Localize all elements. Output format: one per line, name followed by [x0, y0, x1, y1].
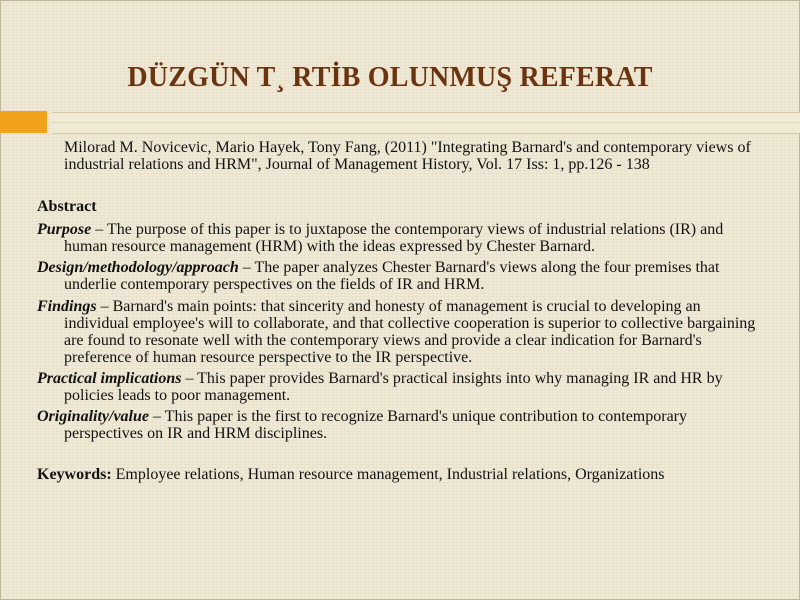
slide-body: [37, 139, 757, 483]
keywords-label: Keywords:: [37, 466, 112, 483]
keywords: [37, 466, 757, 483]
abstract-findings: [37, 298, 757, 366]
accent-square: [0, 111, 47, 133]
abstract-purpose: [37, 221, 757, 255]
abstract-heading: Abstract: [37, 198, 97, 215]
findings-label: Findings: [37, 298, 97, 315]
abstract-originality: [37, 408, 757, 442]
abstract-design: [37, 259, 757, 293]
slide-title: DÜZGÜN T¸ RTİB OLUNMUŞ REFERAT: [127, 62, 653, 93]
purpose-text: – The purpose of this paper is to juxtapose the contemporary views of industrial relations (IR) and human resource management (HRM) with the ideas expressed by Chester Barnard.: [64, 221, 724, 255]
citation: Milorad M. Novicevic, Mario Hayek, Tony Fang, (2011) "Integrating Barnard's and contemporary views of industrial relations and HRM", Journal of Management History, Vol. 17 Iss: 1, pp.126 - 138: [64, 139, 751, 173]
findings-text: – Barnard's main points: that sincerity and honesty of management is crucial to developing an individual employee's will to collaborate, and that collective cooperation is superior to collective bargaining are found to resonate well with the contemporary views and provide a clear indication for Barnard's preference of human resource perspective to the IR perspective.: [64, 298, 756, 366]
keywords-text: Employee relations, Human resource management, Industrial relations, Organizations: [111, 466, 665, 483]
purpose-label: Purpose: [37, 221, 92, 238]
design-text: – The paper analyzes Chester Barnard's views along the four premises that underlie contemporary perspectives on the fields of IR and HRM.: [64, 259, 720, 293]
title-rule: [52, 112, 800, 134]
originality-label: Originality/value: [37, 408, 149, 425]
design-label: Design/methodology/approach: [37, 259, 239, 276]
originality-text: – This paper is the first to recognize Barnard's unique contribution to contemporary perspectives on IR and HRM disciplines.: [64, 408, 687, 442]
practical-implications-label: Practical implications: [37, 370, 182, 387]
practical-implications-text: – This paper provides Barnard's practical insights into why managing IR and HR by policies leads to poor management.: [64, 370, 723, 404]
abstract-practical-implications: [37, 370, 757, 404]
